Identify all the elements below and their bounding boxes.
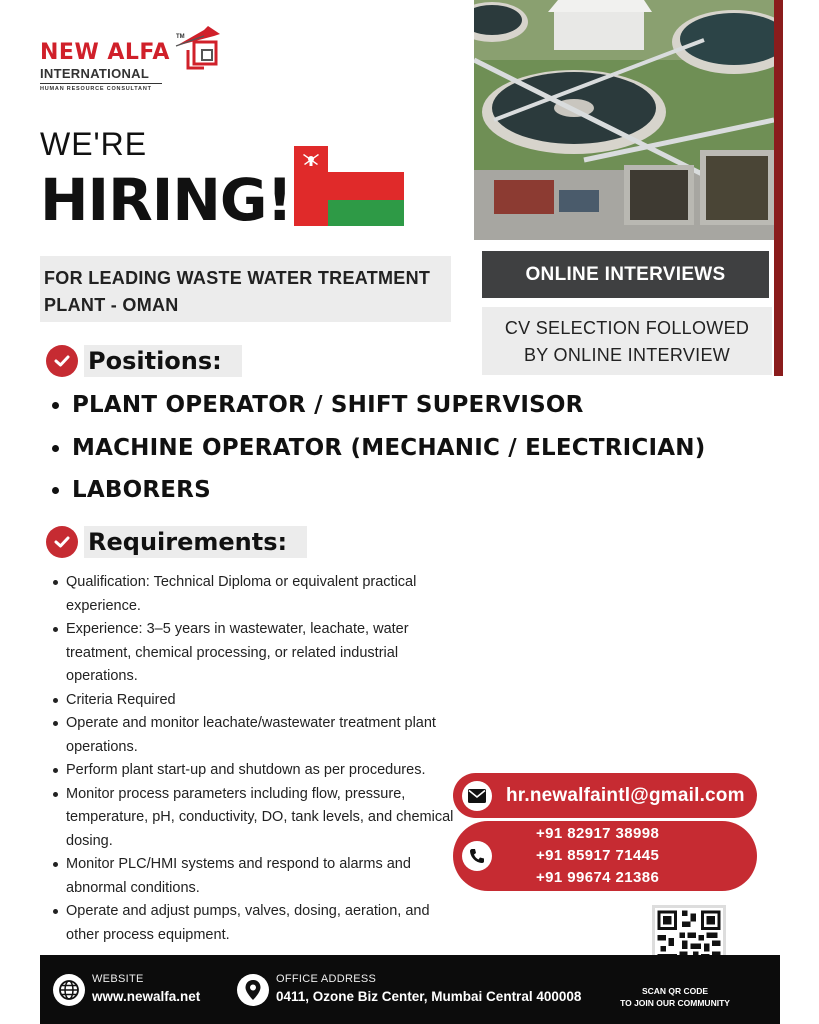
phone-number[interactable]: +91 82917 38998 (536, 825, 660, 842)
requirement-item: Operate and adjust pumps, valves, dosing, aeration, and other process equipment. (52, 900, 462, 947)
requirements-list (52, 571, 462, 947)
website-link[interactable]: www.newalfa.net (92, 989, 201, 1004)
interview-heading: ONLINE INTERVIEWS (482, 251, 769, 298)
envelope-icon (462, 781, 492, 811)
logo-brand: NEW ALFA (40, 40, 170, 65)
logo-arrow-icon (174, 24, 222, 72)
qr-caption-line-1: SCAN QR CODE (641, 986, 709, 996)
position-item: LABORERS (52, 474, 705, 517)
globe-icon (53, 974, 85, 1006)
requirement-item: Monitor PLC/HMI systems and respond to alarms and abnormal conditions. (52, 853, 462, 900)
side-accent-bar (774, 0, 783, 376)
requirement-item: Perform plant start-up and shutdown as per procedures. (52, 759, 462, 783)
phone-icon (462, 841, 492, 871)
hero-were: WE'RE (40, 126, 148, 162)
office-address: 0411, Ozone Biz Center, Mumbai Central 400008 (276, 989, 582, 1004)
requirement-item: Monitor process parameters including flow, pressure, temperature, pH, conductivity, DO, tank levels, and chemical dosing. (52, 783, 462, 854)
subtitle-line-1: FOR LEADING WASTE WATER TREATMENT (44, 268, 431, 288)
oman-flag-icon (294, 146, 404, 226)
positions-heading (46, 345, 242, 377)
phone-contact[interactable] (453, 821, 757, 891)
job-subtitle (40, 256, 451, 322)
logo-tagline: HUMAN RESOURCE CONSULTANT (40, 86, 152, 92)
location-pin-icon (237, 974, 269, 1006)
logo-tm: TM (176, 34, 185, 40)
requirements-heading (46, 526, 307, 558)
treatment-plant-photo (474, 0, 774, 240)
interview-note (482, 307, 772, 375)
position-item: MACHINE OPERATOR (MECHANIC / ELECTRICIAN) (52, 432, 705, 475)
interview-line-2: BY ONLINE INTERVIEW (523, 345, 731, 365)
website-label: WEBSITE (92, 973, 144, 985)
phone-numbers (536, 823, 659, 889)
phone-number[interactable]: +91 99674 21386 (536, 869, 660, 886)
requirement-item: Operate and monitor leachate/wastewater treatment plant operations. (52, 712, 462, 759)
position-item: PLANT OPERATOR / SHIFT SUPERVISOR (52, 389, 705, 432)
qr-caption (620, 985, 730, 1009)
positions-heading-label: Positions: (84, 345, 242, 377)
email-contact[interactable] (453, 773, 757, 818)
phone-number[interactable]: +91 85917 71445 (536, 847, 660, 864)
qr-caption-line-2: TO JOIN OUR COMMUNITY (620, 998, 730, 1008)
interview-line-1: CV SELECTION FOLLOWED (504, 318, 750, 338)
footer-bar (40, 955, 780, 1024)
subtitle-line-2: PLANT - OMAN (44, 295, 179, 315)
positions-list (52, 389, 705, 517)
logo-divider (40, 83, 162, 84)
requirement-item: Experience: 3–5 years in wastewater, leachate, water treatment, chemical processing, or related industrial operations. (52, 618, 462, 689)
company-logo (36, 22, 226, 94)
email-address[interactable]: hr.newalfaintl@gmail.com (506, 784, 745, 806)
hero-hiring: HIRING! (40, 166, 292, 234)
requirements-heading-label: Requirements: (84, 526, 307, 558)
requirement-item: Criteria Required (52, 689, 462, 713)
office-label: OFFICE ADDRESS (276, 973, 377, 985)
logo-international: INTERNATIONAL (40, 66, 150, 81)
check-circle-icon (46, 526, 78, 558)
requirement-item: Qualification: Technical Diploma or equivalent practical experience. (52, 571, 462, 618)
check-circle-icon (46, 345, 78, 377)
